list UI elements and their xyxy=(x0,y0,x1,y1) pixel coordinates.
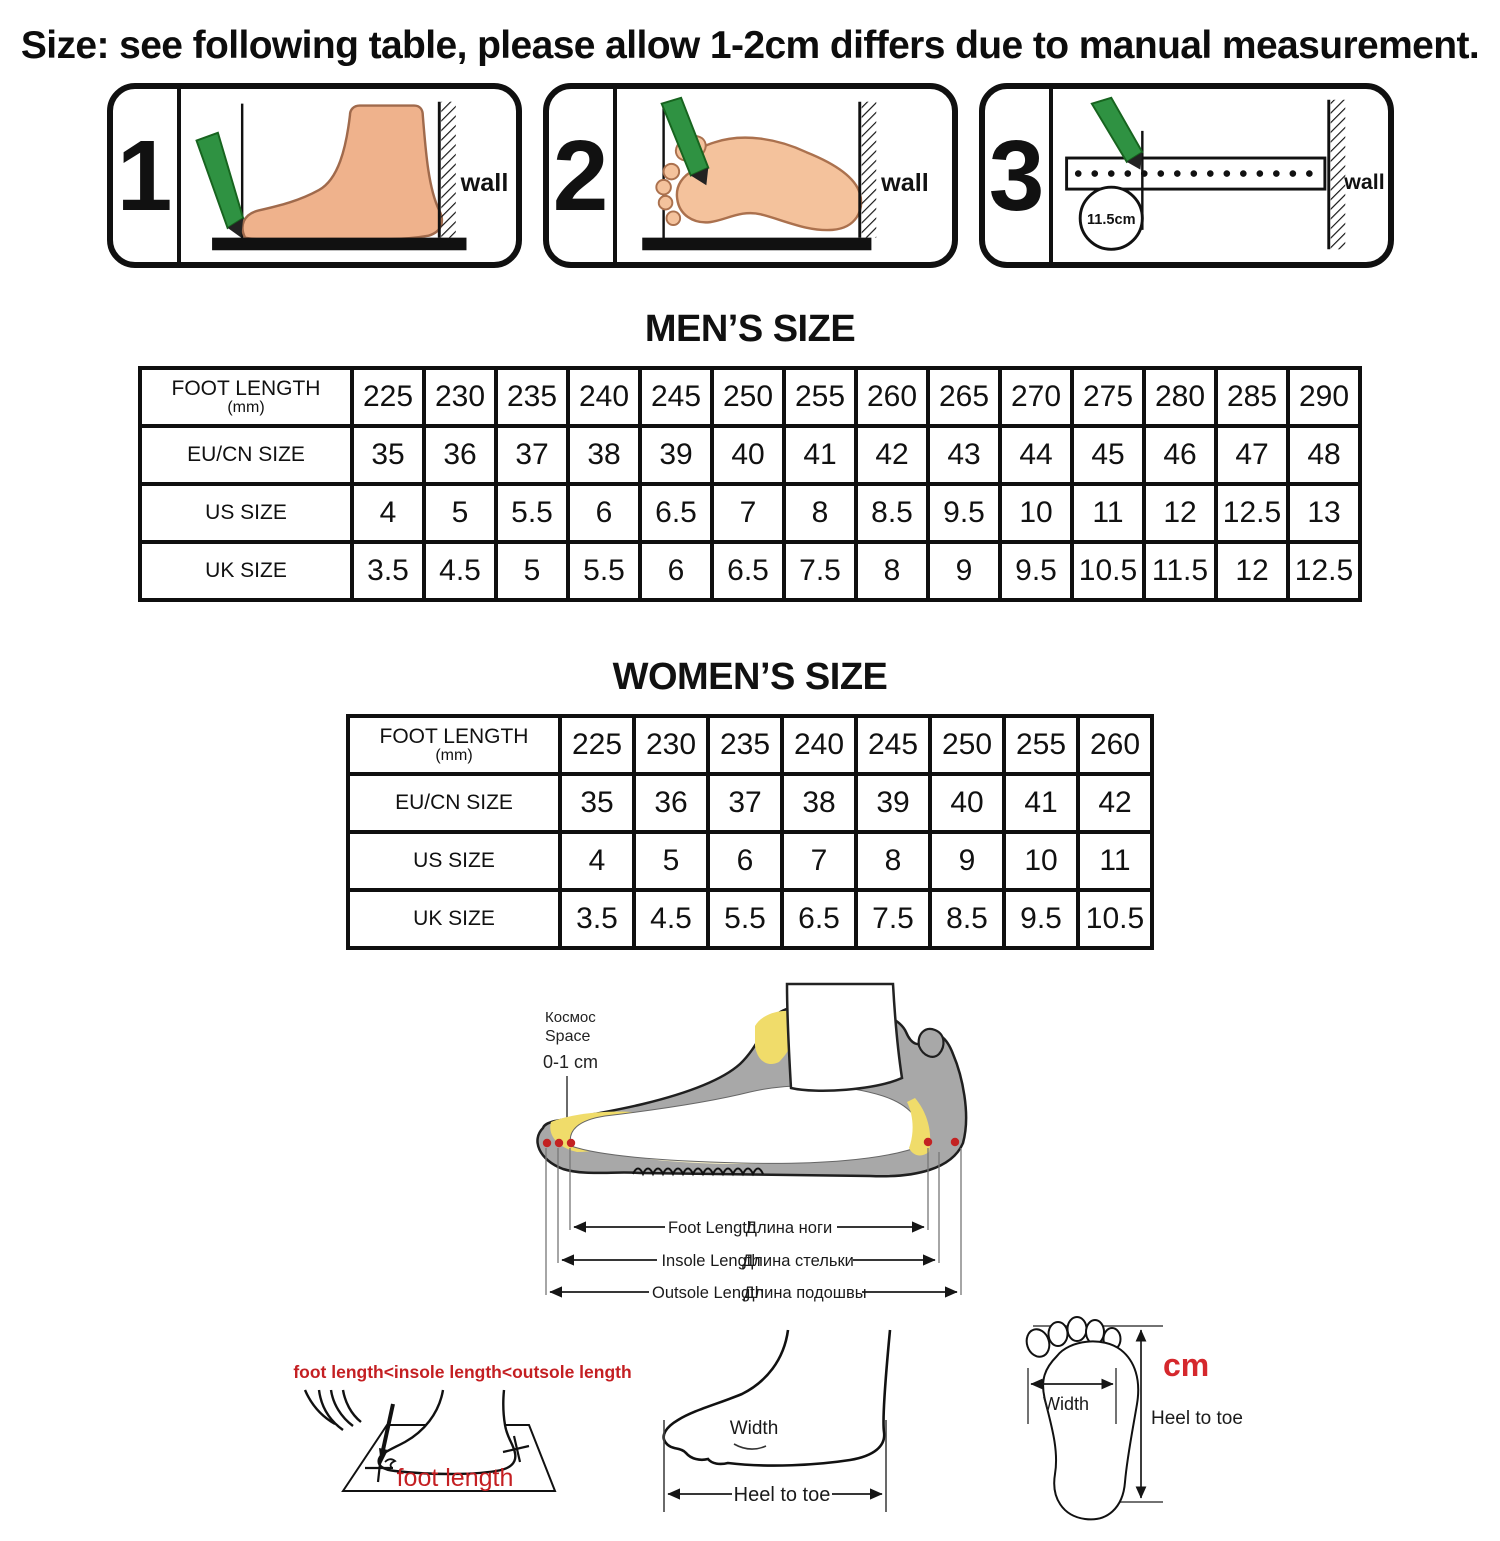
size-cell: 41 xyxy=(784,426,856,484)
size-cell: 8.5 xyxy=(856,484,928,542)
inequality-note: foot length<insole length<outsole length xyxy=(293,1362,632,1382)
size-cell: 4.5 xyxy=(424,542,496,600)
size-cell: 5 xyxy=(634,832,708,890)
toe xyxy=(658,196,672,210)
size-cell: 38 xyxy=(782,774,856,832)
size-cell: 35 xyxy=(560,774,634,832)
leg-shape xyxy=(787,984,902,1091)
size-table-row xyxy=(140,368,1360,426)
size-cell: 9 xyxy=(928,542,1000,600)
size-cell: 270 xyxy=(1000,368,1072,426)
size-cell: 36 xyxy=(424,426,496,484)
size-cell: 5.5 xyxy=(708,890,782,948)
foot-length-label-ru: Длина ноги xyxy=(745,1219,833,1237)
bottom-measure-diagrams xyxy=(0,1310,1500,1538)
wall-label: wall xyxy=(880,169,929,198)
size-cell: 45 xyxy=(1072,426,1144,484)
size-cell: 260 xyxy=(1078,716,1152,774)
space-label-ru: Космос xyxy=(545,1009,596,1026)
size-cell: 12 xyxy=(1144,484,1216,542)
size-cell: 4.5 xyxy=(634,890,708,948)
size-cell: 290 xyxy=(1288,368,1360,426)
size-table-row xyxy=(140,542,1360,600)
size-cell: 40 xyxy=(712,426,784,484)
foot-side-measure-illustration xyxy=(648,1324,973,1537)
size-cell: 4 xyxy=(560,832,634,890)
size-cell: 39 xyxy=(856,774,930,832)
size-cell: 10 xyxy=(1004,832,1078,890)
size-cell: 250 xyxy=(712,368,784,426)
size-cell: 9 xyxy=(930,832,1004,890)
size-cell: 12.5 xyxy=(1288,542,1360,600)
outsole-length-label-en: Outsole Length xyxy=(652,1284,764,1302)
row-label: US SIZE xyxy=(140,484,352,542)
measurement-circle-label: 11.5cm xyxy=(1086,212,1136,229)
row-label: FOOT LENGTH (mm) xyxy=(348,716,560,774)
measure-step-panel-1 xyxy=(107,83,522,268)
size-cell: 9.5 xyxy=(1004,890,1078,948)
size-cell: 9.5 xyxy=(928,484,1000,542)
step-number: 3 xyxy=(985,89,1053,262)
sole-outline xyxy=(1043,1341,1138,1519)
womens-size-heading: WOMEN’S SIZE xyxy=(612,656,888,698)
floor-bar xyxy=(642,238,871,251)
size-cell: 260 xyxy=(856,368,928,426)
foot-side-illustration xyxy=(181,89,516,262)
row-label: FOOT LENGTH (mm) xyxy=(140,368,352,426)
space-label-en: Space xyxy=(545,1028,591,1045)
size-cell: 7 xyxy=(782,832,856,890)
size-cell: 11 xyxy=(1072,484,1144,542)
size-cell: 11 xyxy=(1078,832,1152,890)
foot-shape xyxy=(570,1086,922,1164)
size-cell: 41 xyxy=(1004,774,1078,832)
size-cell: 13 xyxy=(1288,484,1360,542)
size-cell: 8 xyxy=(784,484,856,542)
size-cell: 46 xyxy=(1144,426,1216,484)
size-cell: 6 xyxy=(708,832,782,890)
size-cell: 285 xyxy=(1216,368,1288,426)
size-cell: 7 xyxy=(712,484,784,542)
width-label: Width xyxy=(729,1418,779,1439)
mens-size-table xyxy=(138,366,1362,602)
row-sublabel: (mm) xyxy=(435,746,473,764)
floor-bar xyxy=(212,238,466,251)
size-table-row xyxy=(348,716,1152,774)
space-range-label: 0-1 cm xyxy=(543,1052,599,1072)
foot-tracing-illustration xyxy=(293,1388,628,1541)
size-cell: 39 xyxy=(640,426,712,484)
row-label: UK SIZE xyxy=(348,890,560,948)
wall-label: wall xyxy=(1343,170,1385,195)
size-cell: 37 xyxy=(496,426,568,484)
size-cell: 6 xyxy=(640,542,712,600)
size-table-row xyxy=(348,832,1152,890)
size-cell: 235 xyxy=(496,368,568,426)
size-cell: 5.5 xyxy=(496,484,568,542)
size-cell: 38 xyxy=(568,426,640,484)
size-cell: 5 xyxy=(424,484,496,542)
insole-length-label-en: Insole Length xyxy=(661,1252,761,1270)
size-cell: 245 xyxy=(856,716,930,774)
size-cell: 230 xyxy=(634,716,708,774)
mens-size-heading: MEN’S SIZE xyxy=(644,308,856,350)
pencil-icon xyxy=(1091,98,1141,162)
size-cell: 37 xyxy=(708,774,782,832)
toe xyxy=(666,211,680,225)
size-cell: 44 xyxy=(1000,426,1072,484)
cm-label: cm xyxy=(1163,1347,1210,1383)
size-cell: 6.5 xyxy=(782,890,856,948)
size-cell: 9.5 xyxy=(1000,542,1072,600)
pencil-icon xyxy=(196,133,243,228)
foot-length-label-en: Foot Length xyxy=(667,1219,757,1237)
size-cell: 12 xyxy=(1216,542,1288,600)
size-cell: 7.5 xyxy=(856,890,930,948)
hand-fingers xyxy=(305,1390,361,1430)
wall-hatch xyxy=(441,102,456,238)
size-cell: 10.5 xyxy=(1072,542,1144,600)
foot-outline xyxy=(664,1330,890,1466)
width-label: Width xyxy=(1042,1394,1090,1414)
size-cell: 35 xyxy=(352,426,424,484)
size-cell: 42 xyxy=(1078,774,1152,832)
size-cell: 11.5 xyxy=(1144,542,1216,600)
step-number: 2 xyxy=(549,89,617,262)
size-cell: 240 xyxy=(782,716,856,774)
womens-size-table xyxy=(346,714,1154,950)
size-cell: 265 xyxy=(928,368,1000,426)
size-cell: 48 xyxy=(1288,426,1360,484)
foot-shape xyxy=(242,106,441,241)
size-table-row xyxy=(140,484,1360,542)
row-label: EU/CN SIZE xyxy=(140,426,352,484)
page-title: Size: see following table, please allow 1-2cm differs due to manual measurement. xyxy=(20,24,1480,67)
row-label: US SIZE xyxy=(348,832,560,890)
size-cell: 225 xyxy=(352,368,424,426)
size-cell: 240 xyxy=(568,368,640,426)
footprint-illustration xyxy=(617,89,952,262)
heel-to-toe-label: Heel to toe xyxy=(733,1484,831,1506)
size-cell: 280 xyxy=(1144,368,1216,426)
measurement-step-panels xyxy=(0,83,1500,268)
row-label: UK SIZE xyxy=(140,542,352,600)
size-cell: 12.5 xyxy=(1216,484,1288,542)
foot-length-label: foot length xyxy=(396,1464,514,1492)
row-sublabel: (mm) xyxy=(227,398,265,416)
row-label: EU/CN SIZE xyxy=(348,774,560,832)
size-cell: 4 xyxy=(352,484,424,542)
heel-collar-curl xyxy=(919,1029,944,1057)
measure-step-panel-2 xyxy=(543,83,958,268)
size-cell: 230 xyxy=(424,368,496,426)
outsole-length-label-ru: Длина подошвы xyxy=(743,1284,867,1302)
size-cell: 255 xyxy=(784,368,856,426)
size-cell: 225 xyxy=(560,716,634,774)
size-cell: 43 xyxy=(928,426,1000,484)
width-curve xyxy=(734,1444,766,1449)
size-cell: 5.5 xyxy=(568,542,640,600)
size-table-row xyxy=(140,426,1360,484)
heel-to-toe-label: Heel to toe xyxy=(1151,1408,1243,1429)
toe xyxy=(656,180,671,195)
size-cell: 3.5 xyxy=(560,890,634,948)
size-cell: 3.5 xyxy=(352,542,424,600)
size-cell: 8 xyxy=(856,542,928,600)
size-table-row xyxy=(348,774,1152,832)
size-cell: 275 xyxy=(1072,368,1144,426)
size-cell: 255 xyxy=(1004,716,1078,774)
size-cell: 8.5 xyxy=(930,890,1004,948)
size-cell: 40 xyxy=(930,774,1004,832)
toe xyxy=(663,164,679,180)
wall-label: wall xyxy=(460,169,508,198)
wall-hatch xyxy=(1330,100,1345,250)
wall-hatch xyxy=(861,102,876,238)
insole-length-label-ru: Длина стельки xyxy=(742,1252,854,1270)
size-cell: 6 xyxy=(568,484,640,542)
ruler-illustration xyxy=(1053,89,1388,262)
footprint-measure-illustration xyxy=(995,1312,1291,1537)
size-cell: 8 xyxy=(856,832,930,890)
size-cell: 235 xyxy=(708,716,782,774)
size-cell: 250 xyxy=(930,716,1004,774)
size-cell: 10 xyxy=(1000,484,1072,542)
step-number: 1 xyxy=(113,89,181,262)
size-cell: 5 xyxy=(496,542,568,600)
size-cell: 10.5 xyxy=(1078,890,1152,948)
size-cell: 6.5 xyxy=(640,484,712,542)
size-cell: 245 xyxy=(640,368,712,426)
size-cell: 7.5 xyxy=(784,542,856,600)
size-cell: 6.5 xyxy=(712,542,784,600)
size-cell: 42 xyxy=(856,426,928,484)
ruler-dots xyxy=(1074,170,1312,177)
measure-step-panel-3 xyxy=(979,83,1394,268)
shoe-cross-section-diagram xyxy=(515,980,985,1310)
size-cell: 47 xyxy=(1216,426,1288,484)
size-table-row xyxy=(348,890,1152,948)
size-cell: 36 xyxy=(634,774,708,832)
